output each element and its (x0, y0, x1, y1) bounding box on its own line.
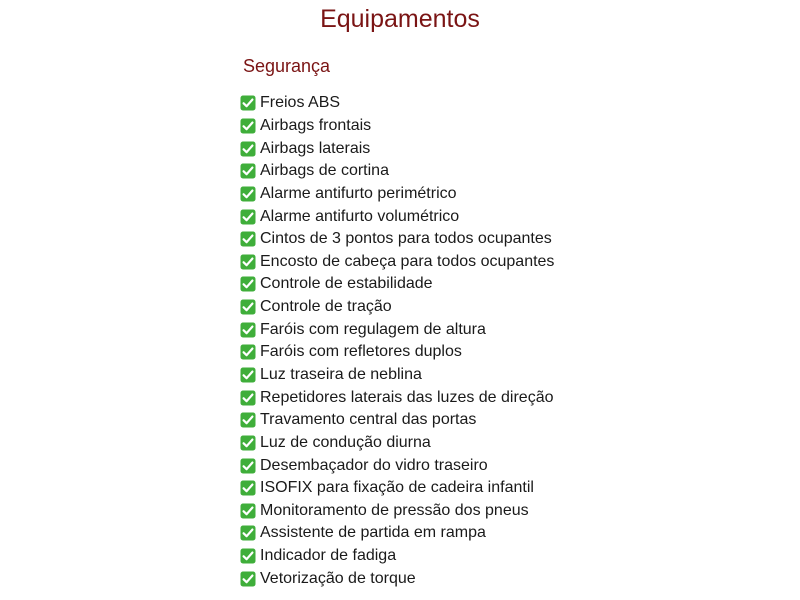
list-item (240, 545, 554, 568)
list-item (240, 386, 554, 409)
check-mark-button-icon (240, 141, 256, 157)
feature-label: Desembaçador do vidro traseiro (260, 456, 488, 474)
feature-label: Encosto de cabeça para todos ocupantes (260, 252, 555, 270)
feature-label: Airbags frontais (260, 116, 372, 134)
check-mark-button-icon (240, 525, 256, 541)
feature-label: Airbags de cortina (260, 162, 389, 180)
check-mark-button-icon (240, 186, 256, 202)
check-mark-button-icon (240, 209, 256, 225)
feature-label: Airbags laterais (260, 139, 371, 157)
list-item (240, 409, 554, 432)
check-mark-button-icon (240, 254, 256, 270)
feature-label: Controle de tração (260, 298, 392, 316)
feature-label: Faróis com regulagem de altura (260, 320, 486, 338)
check-mark-button-icon (240, 299, 256, 315)
feature-label: Cintos de 3 pontos para todos ocupantes (260, 230, 552, 248)
check-mark-button-icon (240, 276, 256, 292)
list-item (240, 318, 554, 341)
check-mark-button-icon (240, 458, 256, 474)
list-item (240, 500, 554, 523)
list-item (240, 137, 554, 160)
feature-label: Repetidores laterais das luzes de direção (260, 388, 554, 406)
list-item (240, 522, 554, 545)
list-item (240, 92, 554, 115)
list-item (240, 183, 554, 206)
feature-list (240, 92, 554, 590)
list-item (240, 273, 554, 296)
feature-label: Freios ABS (260, 94, 341, 112)
check-mark-button-icon (240, 503, 256, 519)
feature-label: Vetorização de torque (260, 569, 416, 587)
check-mark-button-icon (240, 95, 256, 111)
list-item (240, 341, 554, 364)
check-mark-button-icon (240, 322, 256, 338)
list-item (240, 250, 554, 273)
list-item (240, 228, 554, 251)
feature-label: Luz de condução diurna (260, 433, 431, 451)
feature-label: Indicador de fadiga (260, 547, 397, 565)
check-mark-button-icon (240, 231, 256, 247)
list-item (240, 432, 554, 455)
list-item (240, 364, 554, 387)
check-mark-button-icon (240, 548, 256, 564)
list-item (240, 477, 554, 500)
check-mark-button-icon (240, 163, 256, 179)
check-mark-button-icon (240, 480, 256, 496)
list-item (240, 567, 554, 590)
feature-label: ISOFIX para fixação de cadeira infantil (260, 479, 534, 497)
list-item (240, 205, 554, 228)
check-mark-button-icon (240, 390, 256, 406)
feature-label: Assistente de partida em rampa (260, 524, 486, 542)
list-item (240, 454, 554, 477)
feature-label: Alarme antifurto perimétrico (260, 184, 457, 202)
check-mark-button-icon (240, 571, 256, 587)
feature-label: Luz traseira de neblina (260, 366, 422, 383)
page-title: Equipamentos (320, 5, 480, 33)
section-title-seguranca: Segurança (243, 56, 331, 76)
feature-label: Controle de estabilidade (260, 275, 433, 293)
check-mark-button-icon (240, 344, 256, 360)
list-item (240, 296, 554, 319)
feature-label: Monitoramento de pressão dos pneus (260, 501, 529, 519)
list-item (240, 115, 554, 138)
check-mark-button-icon (240, 435, 256, 451)
check-mark-button-icon (240, 367, 256, 383)
list-item (240, 160, 554, 183)
feature-label: Alarme antifurto volumétrico (260, 207, 460, 225)
feature-label: Travamento central das portas (260, 411, 477, 429)
check-mark-button-icon (240, 412, 256, 428)
feature-label: Faróis com refletores duplos (260, 343, 462, 361)
check-mark-button-icon (240, 118, 256, 134)
